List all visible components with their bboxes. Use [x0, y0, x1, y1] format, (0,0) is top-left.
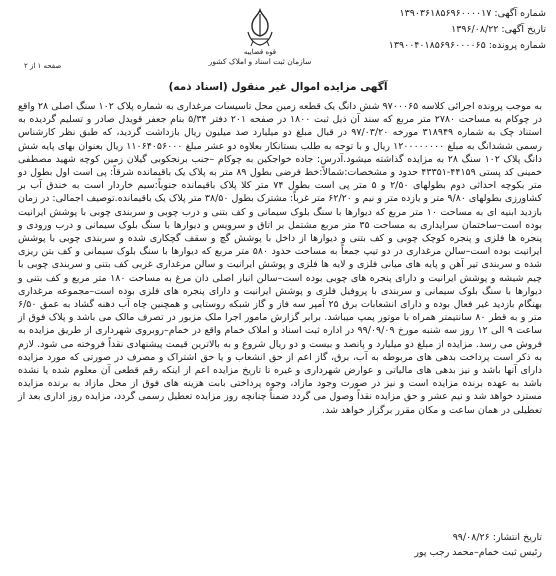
- ad-date-row: [346, 22, 546, 38]
- signature: رئیس ثبت خمام–محمد رجب پور: [414, 547, 542, 558]
- org-name-judiciary: قوه قضاییه: [243, 48, 277, 56]
- document-body: به موجب پرونده اجرائی کلاسه ۹۷۰۰۰۶۵ شش دانگ یک قطعه زمین محل تاسیسات مرغداری به شماره پلاک ۱۰۲ سنگ اصلی ۲۸ واقع در چوکام به مساحت ۲۷۸۰ متر مربع که سند آن ذیل ثبت ۱۸۰۰ در صفحه ۲۰۱ دفتر ۵/۳۴ بنام جعفر قویدل صادر و تسلیم گردیده به استناد چک به شماره ۳۱۸۹۴۹ مورخه ۹۷/۰۳/۲۰ در قبال مبلغ دو میلیارد صد میلیون ریال بازداشت گردید، که طبق نظر کارشناس رسمی ششدانگ به مبلغ ۱۲۰۰۰۰۰۰۰۰ ریال و با توجه به طلب بستانکار بعلاوه دو عشر مبلغ ۱۱۰۶۴۰۵۶۰۰۰ ریال بعنوان بهای پایه شش دانگ پلاک ۱۰۲ سنگ ۲۸ به مزایده گذاشته میشود.آدرس: جاده خواجکین به چوکام –جنب برنجکوبی گیلان زمین کوچه شهید مصطفی خمینی کد پستی ۴۴۱۵۹-۴۳۳۵۱ حدود و مشخصات:شمالاً:خط فرضی بطول ۸۹ متر به پلاک یک باقیمانده شرقاً: پی است اول بطول دو متر بکوچه احداثی دوم بطولهای ۲/۵۰ و ۵ متر پی است بطول ۷۴ متر کلا پلاک باقیمانده جنوباً:سیم خاردار است به خندق آب بر کشاورزی بطولهای ۹/۸۰ متر و یازده متر و نیم و ۶۲/۲۰ متر غرباً: مشترک بطول ۳۸/۵۰ متر پلاک یک باقیمانده.توصیف اجمالی: در زمان بازدید ابنیه ای به مساحت ۱۰ متر مربع که دیوارها با سنگ بلوک سیمانی و کف بتنی و درب چوبی و سربندی چوبی با پوشش ایرانیت بوده است–ساختمان سرایداری به مساحت ۳۵ متر مربع مشتمل بر اتاق و سرویس و دیوارها با سنگ بلوک سیمانی و درب ورودی و پنجره ها فلزی و پنجره کوچک چوبی و کف بتنی و دیوارها از داخل با پوشش گچ و سقف گچکاری شده و سربندی چوبی با پوشش ایرانیت بوده است–سالن مرغداری در دو تیپ جمعاً به مساحت حدود ۵۸۰ متر مربع که دیوارها با سنگ بلوک سیمانی و کف بتن ریزی شده و سربندی تیر آهن و پایه های میانی فلزی و لایه ها فلزی و پوشش ایرانیت و سالن مرغداری غربی کف بتنی و سربندی چوبی با چیم شیشه و پوشش ایرانیت و دارای پنجره های چوبی بوده است–سالن انبار اصلی دان مرغ به مساحت ۱۸۰ متر مربع و کف بتنی و دیوارها با سنگ بلوک سیمانی و سربندی با پروفیل فلزی و پوشش ایرانیت و دارای پنجره های فلزی بوده است–مجموعه مرغداری بهنگام بازدید غیر فعال بوده و دارای انشعابات برق ۲۵ آمپر سه فاز و گاز شبکه روستایی و همچنین چاه آب دهنه گشاد به عمق ۶/۵۰ متر و به قطر ۸۰ سانتیمتر همراه با موتور پمپ میباشد. برابر گزارش مامور اجرا ملک مزبور در تصرف مالک می باشد و پلاک فوق از ساعت ۹ الی ۱۲ روز سه شنبه مورخ ۹۹/۰۹/۰۹ در اداره ثبت اسناد و املاک خمام واقع در خمام–روبروی شهرداری از طریق مزایده به فروش می رسد. مزایده از مبلغ دو میلیارد و پانصد و بیست و دو ریال شروع و به بالاترین قیمت پیشنهادی نقداً فروخته می شود. لازم به ذکر است پرداخت بدهی های مربوطه به آب، برق، گاز اعم از حق انشعاب و یا حق اشتراک و مصرف در صورتی که مورد مزایده دارای آنها باشد و نیز بدهی های مالیاتی و عوارض شهرداری و غیره تا تاریخ مزایده اعم از اینکه رقم قطعی آن معلوم شده یا نشده باشد به عهده برنده مزایده است و نیز در صورت وجود مازاد، وجوه پرداختی بابت هزینه های فوق از محل مازاد به برنده مزایده مسترد خواهد شد و نیم عشر و حق مزایده نقداً وصول می گردد ضمناً چنانچه روز مزایده تعطیل رسمی گردد، مزایده روز اداری بعد از تعطیلی در همان ساعت و مکان مقرر برگزار خواهد شد.: [18, 101, 543, 416]
- ad-date-label: تاریخ آگهی:: [501, 24, 546, 35]
- organization-logo: [205, 8, 315, 78]
- document-footer: [414, 530, 542, 560]
- case-number-label: شماره پرونده:: [488, 40, 546, 51]
- case-number-row: [346, 38, 546, 54]
- ad-number-row: [346, 6, 546, 22]
- publish-date: ۹۹/۰۸/۲۶: [452, 532, 490, 543]
- ad-number: ۱۳۹۰۳۶۱۸۵۶۹۶۰۰۰۰۱۷: [399, 8, 492, 19]
- case-number: ۱۳۹۰۰۴۰۱۸۵۶۹۶۰۰۰۰۶۵: [388, 40, 486, 51]
- ad-date: ۱۳۹۶/۰۸/۲۲: [451, 24, 499, 35]
- org-name-registration: سازمان ثبت اسناد و املاک کشور: [208, 57, 312, 66]
- page-indicator: صفحه ۱ از ۲: [24, 62, 62, 70]
- ad-metadata: [346, 6, 546, 54]
- emblem-icon: [243, 8, 277, 48]
- publish-date-label: تاریخ انتشار:: [492, 532, 542, 543]
- document-title: آگهی مزایده اموال غیر منقول (اسناد ذمه): [168, 81, 388, 93]
- ad-number-label: شماره آگهی:: [494, 8, 546, 19]
- publish-date-row: [414, 530, 542, 545]
